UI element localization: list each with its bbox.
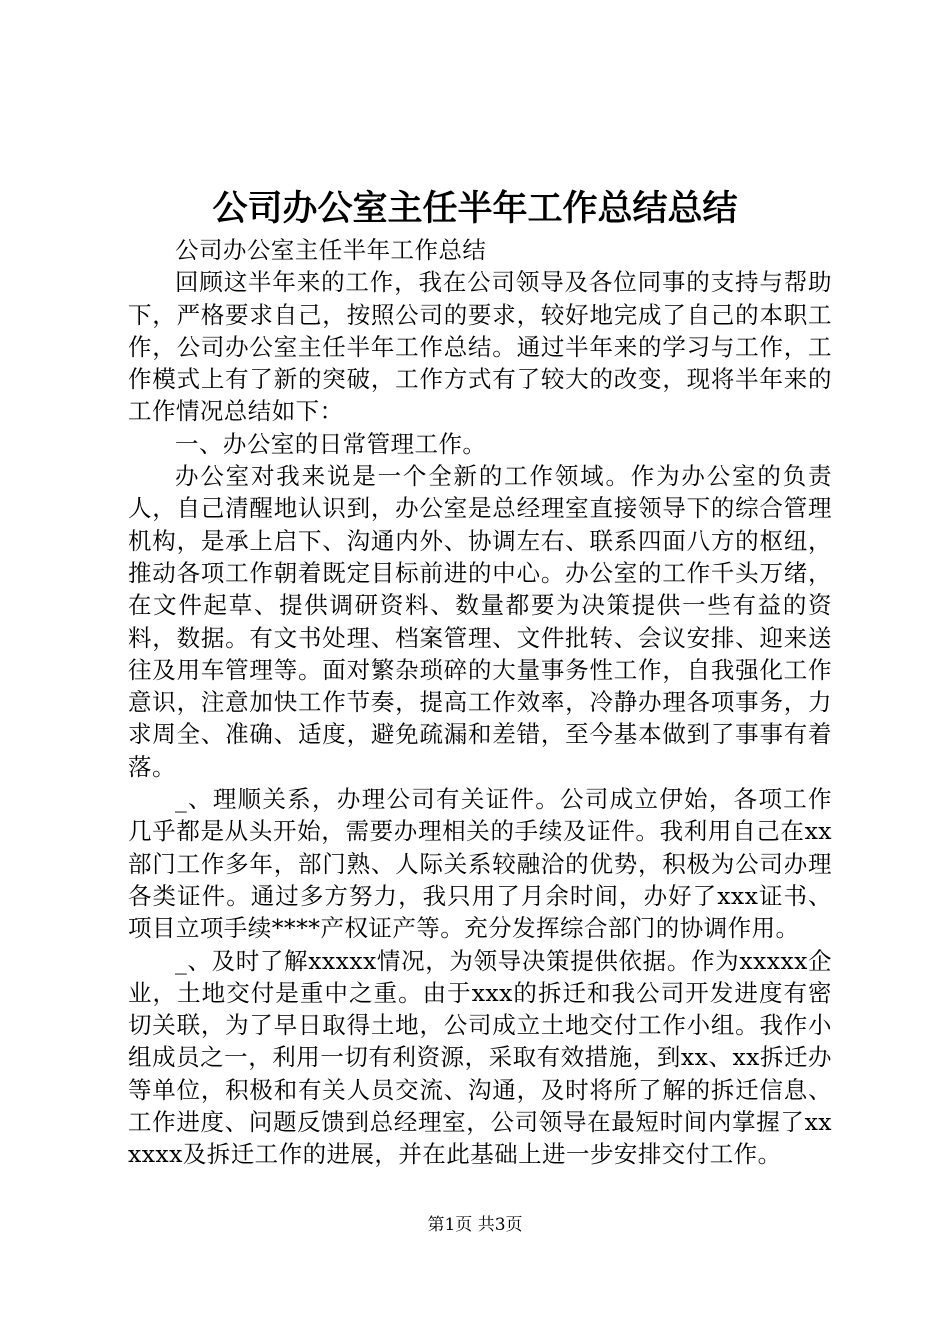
- paragraph-subtitle: 公司办公室主任半年工作总结: [175, 236, 487, 264]
- paragraph-intro: 回顾这半年来的工作，我在公司领导及各位同事的支持与帮助下，严格要求自己，按照公司的要求，较好地完成了自己的本职工作，公司办公室主任半年工作总结。通过半年来的学习与工作，工作模式上有了新的突破，工作方式有了较大的改变，现将半年来的工作情况总结如下：: [128, 268, 832, 426]
- document-body: [128, 234, 832, 1171]
- paragraph-office-management: 办公室对我来说是一个全新的工作领域。作为办公室的负责人，自己清醒地认识到，办公室是总经理室直接领导下的综合管理机构，是承上启下、沟通内外、协调左右、联系四面八方的枢纽，推动各项工作朝着既定目标前进的中心。办公室的工作千头万绪，在文件起草、提供调研资料、数量都要为决策提供一些有益的资料，数据。有文书处理、档案管理、文件批转、会议安排、迎来送往及用车管理等。面对繁杂琐碎的大量事务性工作，自我强化工作意识，注意加快工作节奏，提高工作效率，冷静办理各项事务，力求周全、准确、适度，避免疏漏和差错，至今基本做到了事事有着落。: [128, 462, 832, 781]
- paragraph-certificates: _、理顺关系，办理公司有关证件。公司成立伊始，各项工作几乎都是从头开始，需要办理相关的手续及证件。我利用自己在xx部门工作多年，部门熟、人际关系较融洽的优势，积极为公司办理各类证件。通过多方努力，我只用了月余时间，办好了xxx证书、项目立项手续****产权证产等。充分发挥综合部门的协调作用。: [128, 785, 832, 943]
- paragraph-section-heading: 一、办公室的日常管理工作。: [175, 429, 487, 458]
- paragraph-land-delivery: _、及时了解xxxxx情况，为领导决策提供依据。作为xxxxx企业，土地交付是重中之重。由于xxx的拆迁和我公司开发进度有密切关联，为了早日取得土地，公司成立土地交付工作小组。我作小组成员之一，利用一切有利资源，采取有效措施，到xx、xx拆迁办等单位，积极和有关人员交流、沟通，及时将所了解的拆迁信息、工作进度、问题反馈到总经理室，公司领导在最短时间内掌握了xxxxxx及拆迁工作的进展，并在此基础上进一步安排交付工作。: [128, 946, 832, 1169]
- document-title: 公司办公室主任半年工作总结总结: [212, 188, 738, 229]
- page-number-footer: 第1页 共3页: [427, 1215, 523, 1235]
